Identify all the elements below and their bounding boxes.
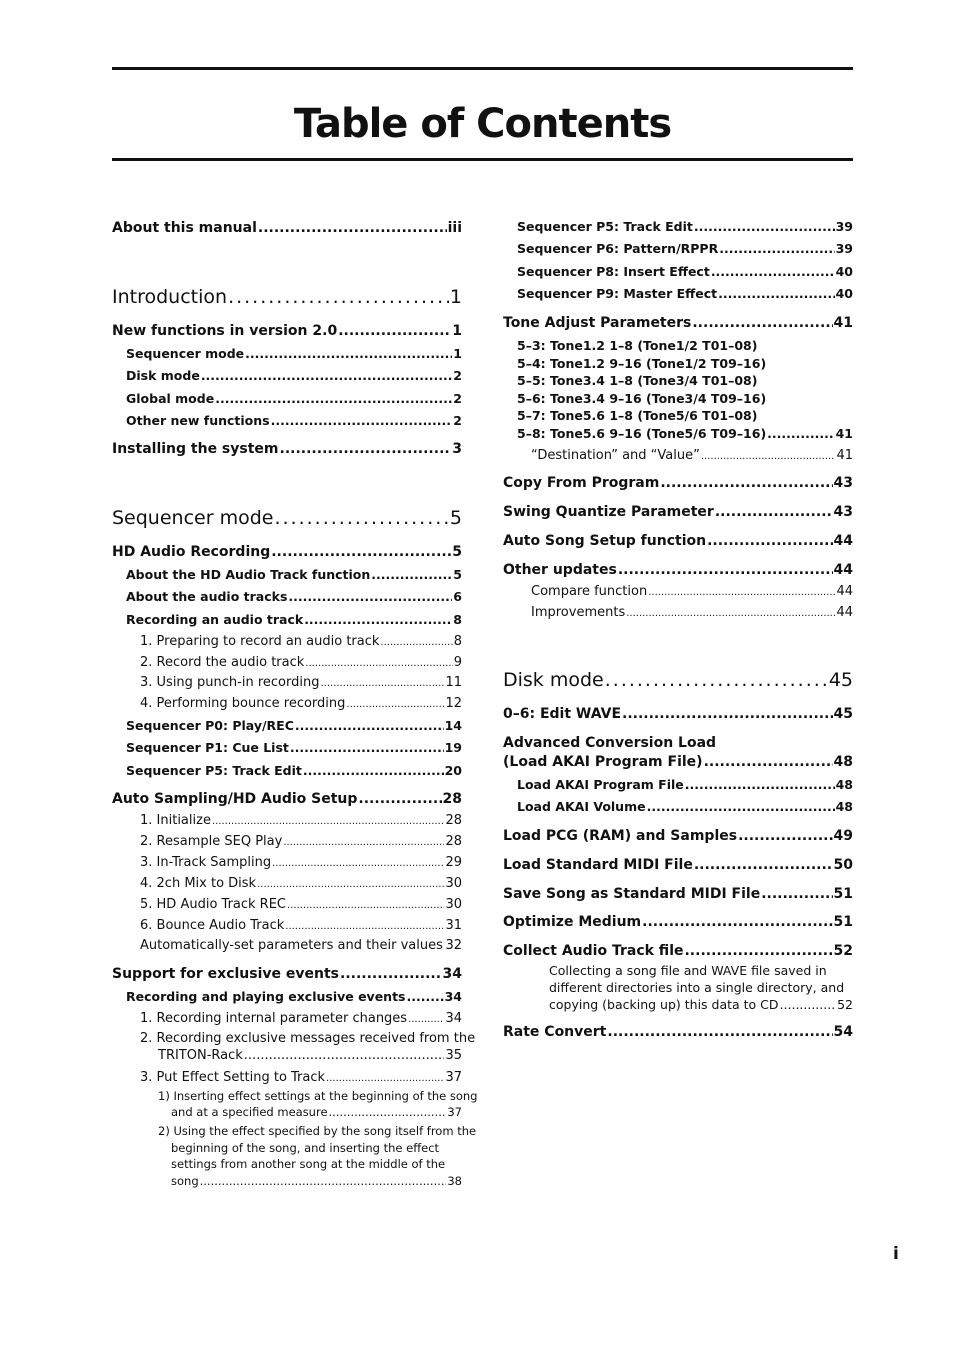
toc-entry-tone-3[interactable]: 5–5: Tone3.4 1–8 (Tone3/4 T01–08) <box>517 373 758 388</box>
dot-leader <box>648 583 835 601</box>
dot-leader <box>711 264 835 280</box>
toc-entry-disk-mode-sub[interactable] <box>126 368 462 384</box>
entry-title: Sequencer P6: Pattern/RPPR <box>517 241 719 256</box>
toc-entry-other-updates[interactable] <box>503 561 853 579</box>
toc-entry-about-track-function[interactable] <box>126 567 462 583</box>
entry-title: 3. In-Track Sampling <box>140 855 272 870</box>
toc-entry-support-exclusive[interactable] <box>112 965 462 983</box>
entry-page: 9 <box>453 655 462 670</box>
dot-leader <box>326 1069 444 1087</box>
entry-page: 44 <box>836 584 853 599</box>
entry-title: About the HD Audio Track function <box>126 567 371 582</box>
entry-title: Improvements <box>531 605 626 620</box>
entry-line: 2. Recording exclusive messages received from the <box>140 1031 476 1046</box>
entry-title: 2. Record the audio track <box>140 655 305 670</box>
dot-leader <box>738 827 832 845</box>
dot-leader <box>215 391 452 407</box>
dot-leader <box>244 1047 445 1064</box>
toc-entry-bounce-recording[interactable] <box>140 695 462 712</box>
toc-entry-hd-audio[interactable] <box>112 543 462 561</box>
dot-leader <box>618 561 833 579</box>
dot-leader <box>271 413 453 429</box>
toc-entry-advanced-conversion[interactable] <box>503 734 853 772</box>
entry-line: copying (backing up) this data to CD <box>549 997 779 1012</box>
entry-page: 52 <box>837 997 853 1012</box>
dot-leader <box>685 777 835 793</box>
toc-chapter-introduction[interactable] <box>112 285 462 309</box>
toc-entry-tone-6[interactable] <box>517 426 853 442</box>
entry-line: and at a specified measure <box>171 1105 328 1119</box>
toc-entry-put-effect[interactable] <box>140 1069 462 1086</box>
entry-page: 1 <box>453 346 462 361</box>
dot-leader <box>303 763 444 779</box>
entry-title: Sequencer P8: Insert Effect <box>517 264 710 279</box>
dot-leader <box>704 753 833 772</box>
dot-leader <box>320 674 444 692</box>
dot-leader <box>287 896 444 914</box>
entry-page: 43 <box>833 475 853 491</box>
toc-entry-about-audio-tracks[interactable] <box>126 589 462 605</box>
entry-title: 4. Performing bounce recording <box>140 696 346 711</box>
toc-entry-p0[interactable] <box>126 718 462 734</box>
entry-line: settings from another song at the middle of the <box>171 1157 446 1171</box>
dot-leader <box>288 589 452 605</box>
entry-page: 2 <box>453 413 462 428</box>
entry-title: Auto Sampling/HD Audio Setup <box>112 791 358 807</box>
dot-leader <box>761 885 832 903</box>
dot-leader <box>407 989 444 1005</box>
dot-leader <box>719 241 834 257</box>
dot-leader <box>642 913 832 931</box>
entry-page: 41 <box>835 426 853 441</box>
toc-entry-p5-right[interactable] <box>517 219 853 235</box>
toc-entry-in-track[interactable] <box>140 854 462 871</box>
entry-title: Global mode <box>126 391 215 406</box>
toc-entry-2ch-mix[interactable] <box>140 875 462 892</box>
entry-title: Sequencer P9: Master Effect <box>517 286 718 301</box>
entry-page: 34 <box>444 989 462 1004</box>
entry-line: 2) Using the effect specified by the song itself from the <box>158 1124 477 1138</box>
dot-leader <box>274 506 448 530</box>
dot-leader <box>371 567 452 583</box>
entry-title: Other new functions <box>126 413 270 428</box>
entry-page: 34 <box>442 966 462 982</box>
entry-page: 2 <box>453 391 462 406</box>
toc-entry-p8[interactable] <box>517 264 853 280</box>
entry-title: Rate Convert <box>503 1024 607 1040</box>
dot-leader <box>329 1104 447 1120</box>
entry-page: 20 <box>444 763 462 778</box>
dot-leader <box>694 856 833 874</box>
entry-title: Introduction <box>112 286 228 308</box>
toc-entry-save-smf[interactable] <box>503 885 853 903</box>
entry-title: Tone Adjust Parameters <box>503 315 692 331</box>
toc-entry-p9[interactable] <box>517 286 853 302</box>
entry-title: 3. Put Effect Setting to Track <box>140 1070 326 1085</box>
entry-title: 4. 2ch Mix to Disk <box>140 876 257 891</box>
entry-line: Advanced Conversion Load <box>503 735 717 751</box>
toc-entry-inserting-effect[interactable] <box>158 1088 478 1120</box>
dot-leader <box>607 1023 832 1041</box>
entry-page: 52 <box>833 943 853 959</box>
dot-leader <box>201 368 452 384</box>
dot-leader <box>295 718 444 734</box>
entry-title: Other updates <box>503 562 617 578</box>
entry-title: 1. Initialize <box>140 813 211 828</box>
toc-entry-tone-5[interactable]: 5–7: Tone5.6 1–8 (Tone5/6 T01–08) <box>517 408 758 423</box>
entry-title: 0–6: Edit WAVE <box>503 706 622 722</box>
entry-title: 1. Preparing to record an audio track <box>140 634 380 649</box>
dot-leader <box>605 668 828 692</box>
entry-page: 12 <box>445 696 462 711</box>
toc-entry-tone-adjust[interactable] <box>503 314 853 332</box>
dot-leader <box>701 447 836 465</box>
toc-entry-preparing[interactable] <box>140 633 462 650</box>
dot-leader <box>245 346 452 362</box>
dot-leader <box>358 790 441 808</box>
entry-title: Load AKAI Program File <box>517 777 684 792</box>
entry-page: 30 <box>445 897 462 912</box>
toc-entry-destination-value[interactable] <box>531 447 853 464</box>
entry-title: “Destination” and “Value” <box>531 448 700 463</box>
entry-title: Load Standard MIDI File <box>503 857 693 873</box>
entry-title: About the audio tracks <box>126 589 288 604</box>
entry-title: New functions in version 2.0 <box>112 323 338 339</box>
toc-entry-internal-param[interactable] <box>140 1010 462 1027</box>
toc-entry-initialize[interactable] <box>140 812 462 829</box>
toc-entry-p6[interactable] <box>517 241 853 257</box>
entry-page: 3 <box>452 441 462 457</box>
dot-leader <box>283 833 444 851</box>
entry-title: 3. Using punch-in recording <box>140 675 320 690</box>
toc-entry-punch-in[interactable] <box>140 674 462 691</box>
entry-title: Auto Song Setup function <box>503 533 707 549</box>
entry-title: Sequencer P5: Track Edit <box>517 219 693 234</box>
entry-page: 14 <box>444 718 462 733</box>
dot-leader <box>694 219 835 235</box>
entry-title: Copy From Program <box>503 475 660 491</box>
dot-leader <box>290 740 444 756</box>
dot-leader <box>272 854 444 872</box>
entry-title: 6. Bounce Audio Track <box>140 918 285 933</box>
entry-title: HD Audio Recording <box>112 544 271 560</box>
dot-leader <box>408 1010 444 1028</box>
entry-page: 30 <box>445 876 462 891</box>
entry-title: Installing the system <box>112 441 279 457</box>
entry-title: Optimize Medium <box>503 914 642 930</box>
entry-page: 51 <box>833 914 853 930</box>
dot-leader <box>626 604 835 622</box>
entry-page: 44 <box>836 605 853 620</box>
entry-page: 50 <box>833 857 853 873</box>
entry-page: 41 <box>836 448 853 463</box>
toc-entry-resample[interactable] <box>140 833 462 850</box>
dot-leader <box>660 474 832 492</box>
dot-leader <box>715 503 833 521</box>
entry-title: Sequencer P0: Play/REC <box>126 718 294 733</box>
toc-chapter-disk-mode[interactable] <box>503 668 853 692</box>
toc-entry-auto-sampling[interactable] <box>112 790 462 808</box>
entry-page: 11 <box>445 675 462 690</box>
entry-line: (Load AKAI Program File) <box>503 754 703 770</box>
entry-title: Load AKAI Volume <box>517 799 646 814</box>
entry-page: 40 <box>835 264 853 279</box>
toc-entry-bounce-audio[interactable] <box>140 917 462 934</box>
toc-entry-compare[interactable] <box>531 583 853 600</box>
dot-leader <box>340 965 442 983</box>
entry-title: 2. Resample SEQ Play <box>140 834 283 849</box>
entry-page: 28 <box>445 834 462 849</box>
entry-page: 48 <box>835 777 853 792</box>
entry-page: 35 <box>445 1048 462 1063</box>
toc-entry-load-akai-volume[interactable] <box>517 799 853 815</box>
toc-entry-installing[interactable] <box>112 440 462 458</box>
toc-entry-swing-quantize[interactable] <box>503 503 853 521</box>
dot-leader <box>684 942 832 960</box>
entry-title: 1. Recording internal parameter changes <box>140 1011 408 1026</box>
dot-leader <box>692 314 832 332</box>
toc-entry-tone-4[interactable]: 5–6: Tone3.4 9–16 (Tone3/4 T09–16) <box>517 391 767 406</box>
entry-line: song <box>171 1173 199 1188</box>
toc-entry-load-smf[interactable] <box>503 856 853 874</box>
toc-entry-collect-description[interactable] <box>549 962 853 1013</box>
toc-entry-load-akai-program[interactable] <box>517 777 853 793</box>
entry-title: Sequencer mode <box>126 346 245 361</box>
entry-title: 5. HD Audio Track REC <box>140 897 287 912</box>
dot-leader <box>647 799 835 815</box>
dot-leader <box>212 812 445 830</box>
entry-page: 49 <box>833 828 853 844</box>
entry-page: 38 <box>447 1173 462 1188</box>
entry-page: 41 <box>833 315 853 331</box>
entry-title: Disk mode <box>126 368 200 383</box>
entry-page: 44 <box>833 533 853 549</box>
toc-chapter-sequencer-mode[interactable] <box>112 506 462 530</box>
entry-page: 45 <box>828 669 853 691</box>
toc-entry-sequencer-mode-sub[interactable] <box>126 346 462 362</box>
entry-page: 32 <box>445 938 462 953</box>
entry-title: Automatically-set parameters and their values <box>140 938 443 953</box>
dot-leader <box>271 543 451 561</box>
entry-page: 2 <box>453 368 462 383</box>
entry-page: 45 <box>833 706 853 722</box>
entry-title: Sequencer P1: Cue List <box>126 740 289 755</box>
entry-page: 54 <box>833 1024 853 1040</box>
dot-leader <box>280 440 452 458</box>
dot-leader <box>718 286 834 302</box>
dot-leader <box>346 695 444 713</box>
entry-title: About this manual <box>112 220 257 236</box>
toc-entry-recording-audio-track[interactable] <box>126 612 462 628</box>
entry-page: 8 <box>453 634 462 649</box>
entry-title: Save Song as Standard MIDI File <box>503 886 761 902</box>
dot-leader <box>258 219 447 237</box>
entry-page: 37 <box>445 1070 462 1085</box>
entry-title: Support for exclusive events <box>112 966 339 982</box>
entry-page: 40 <box>835 286 853 301</box>
entry-page: 28 <box>442 791 462 807</box>
dot-leader <box>285 917 444 935</box>
toc-entry-exclusive-messages[interactable] <box>140 1030 476 1064</box>
entry-title: Recording an audio track <box>126 612 304 627</box>
toc-entry-record-track[interactable] <box>140 654 462 671</box>
entry-title: Load PCG (RAM) and Samples <box>503 828 738 844</box>
entry-page: iii <box>447 220 462 236</box>
toc-entry-new-functions[interactable] <box>112 322 462 340</box>
toc-entry-load-pcg[interactable] <box>503 827 853 845</box>
entry-title: Sequencer mode <box>112 507 274 529</box>
entry-page: 48 <box>835 799 853 814</box>
entry-line: different directories into a single directory, and <box>549 980 845 995</box>
entry-title: Collect Audio Track file <box>503 943 684 959</box>
toc-entry-using-effect[interactable] <box>158 1123 477 1189</box>
dot-leader <box>707 532 832 550</box>
entry-page: 37 <box>447 1105 462 1119</box>
entry-page: 5 <box>453 567 462 582</box>
entry-page: 31 <box>445 918 462 933</box>
toc-entry-edit-wave[interactable] <box>503 705 853 723</box>
entry-title: Disk mode <box>503 669 604 691</box>
entry-page: 5 <box>452 544 462 560</box>
dot-leader <box>200 1173 447 1190</box>
entry-page: 44 <box>833 562 853 578</box>
entry-page: 5 <box>449 507 462 529</box>
toc-entry-p5-left[interactable] <box>126 763 462 779</box>
entry-page: 51 <box>833 886 853 902</box>
entry-title: Swing Quantize Parameter <box>503 504 714 520</box>
dot-leader <box>444 937 445 955</box>
entry-page: 28 <box>445 813 462 828</box>
toc-entry-hd-track-rec[interactable] <box>140 896 462 913</box>
entry-page: 39 <box>835 241 853 256</box>
dot-leader <box>780 996 837 1013</box>
toc-entry-improvements[interactable] <box>531 604 853 621</box>
top-rule <box>112 67 853 70</box>
toc-entry-copy-program[interactable] <box>503 474 853 492</box>
toc-entry-tone-1[interactable]: 5–3: Tone1.2 1–8 (Tone1/2 T01–08) <box>517 338 758 353</box>
entry-title: Compare function <box>531 584 648 599</box>
dot-leader <box>257 875 444 893</box>
entry-page: 19 <box>444 740 462 755</box>
dot-leader <box>304 612 452 628</box>
dot-leader <box>305 654 452 672</box>
dot-leader <box>767 426 834 442</box>
entry-title: Recording and playing exclusive events <box>126 989 406 1004</box>
entry-page: 29 <box>445 855 462 870</box>
page-number: i <box>893 1244 899 1264</box>
toc-entry-rec-play-exclusive[interactable] <box>126 989 462 1005</box>
entry-page: 34 <box>445 1011 462 1026</box>
entry-line: beginning of the song, and inserting the effect <box>171 1140 440 1155</box>
entry-line: 1) Inserting effect settings at the beginning of the song <box>158 1089 478 1103</box>
page-title: Table of Contents <box>293 101 672 147</box>
entry-page: 1 <box>452 323 462 339</box>
toc-entry-collect[interactable] <box>503 942 853 960</box>
entry-page: 8 <box>453 612 462 627</box>
dot-leader <box>622 705 833 723</box>
dot-leader <box>338 322 451 340</box>
entry-page: 1 <box>449 286 462 308</box>
toc-entry-p1[interactable] <box>126 740 462 756</box>
dot-leader <box>228 285 449 309</box>
title-rule <box>112 158 853 161</box>
entry-page: 48 <box>833 754 853 770</box>
toc-entry-rate-convert[interactable] <box>503 1023 853 1041</box>
entry-title: 5–8: Tone5.6 9–16 (Tone5/6 T09–16) <box>517 426 767 441</box>
entry-page: 6 <box>453 589 462 604</box>
dot-leader <box>380 633 452 651</box>
entry-line: TRITON-Rack <box>158 1048 243 1063</box>
toc-entry-tone-2[interactable]: 5–4: Tone1.2 9–16 (Tone1/2 T09–16) <box>517 356 767 371</box>
entry-line: Collecting a song file and WAVE file saved in <box>549 963 827 978</box>
entry-page: 43 <box>833 504 853 520</box>
toc-entry-other-new-functions[interactable] <box>126 413 462 429</box>
toc-entry-global-mode[interactable] <box>126 391 462 407</box>
entry-page: 39 <box>835 219 853 234</box>
toc-entry-about[interactable] <box>112 219 462 237</box>
toc-entry-optimize[interactable] <box>503 913 853 931</box>
entry-title: Sequencer P5: Track Edit <box>126 763 302 778</box>
toc-entry-auto-song[interactable] <box>503 532 853 550</box>
toc-entry-auto-params[interactable] <box>140 937 462 954</box>
